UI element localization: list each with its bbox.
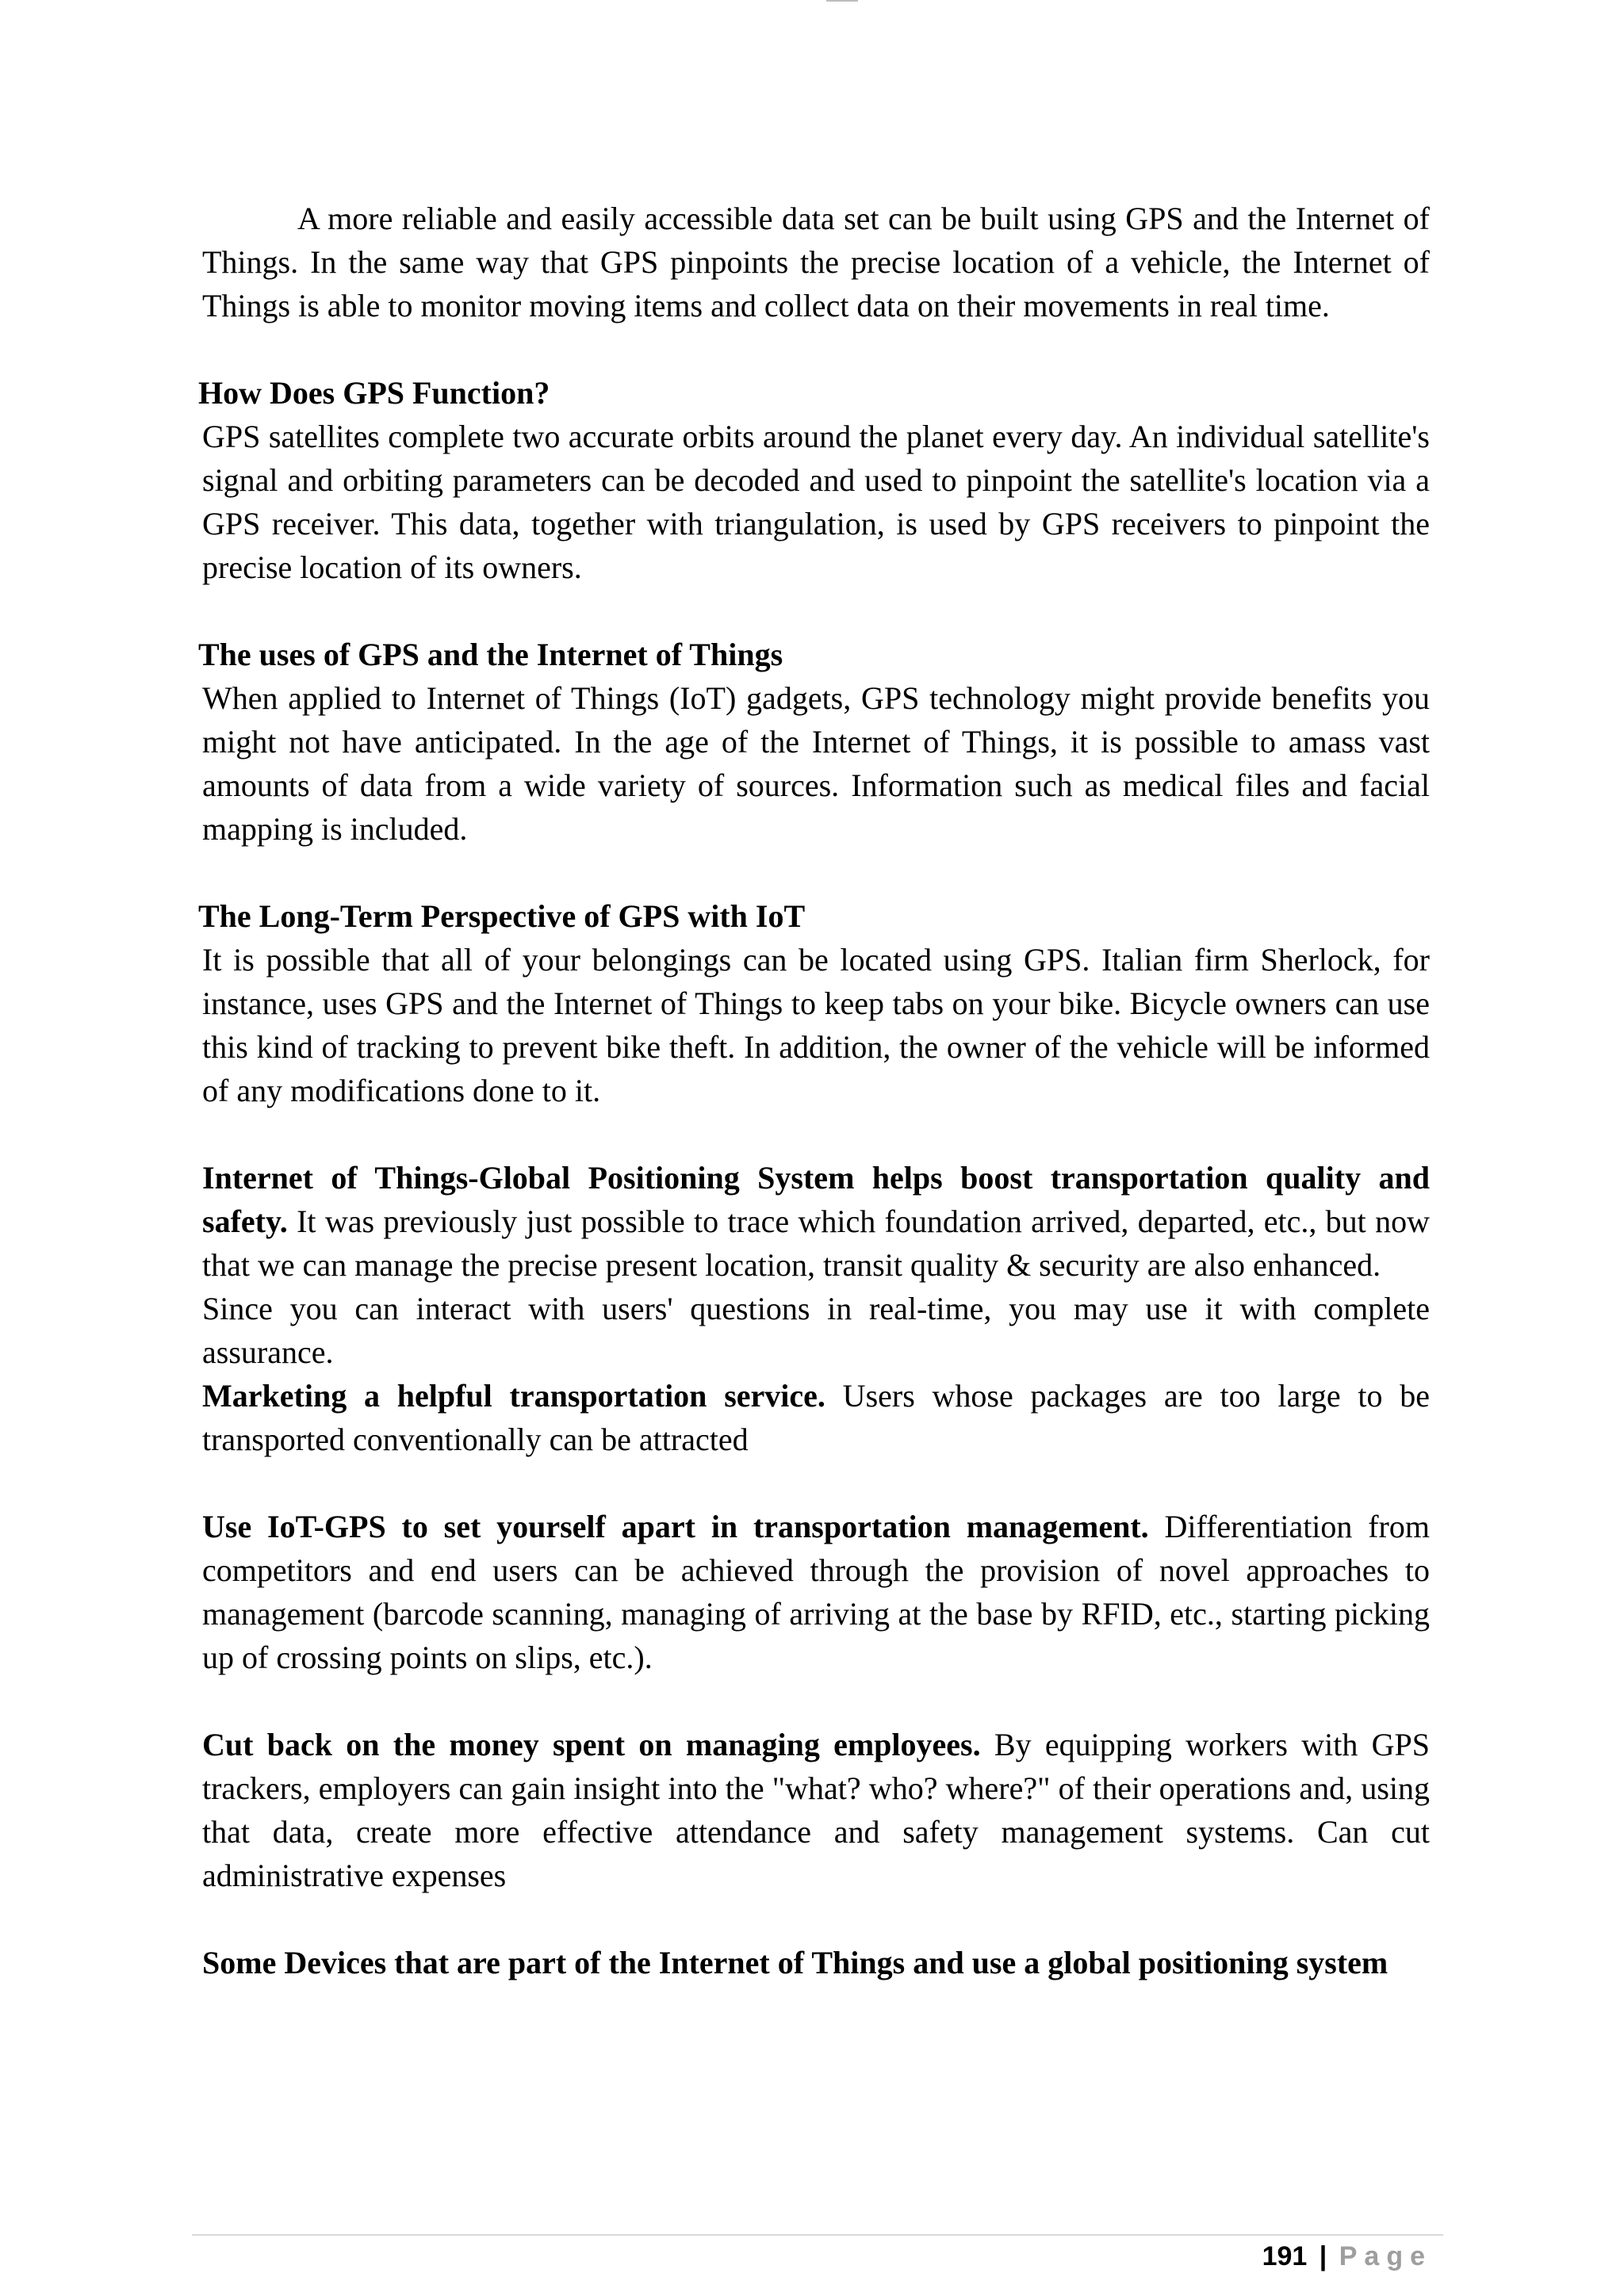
page-body <box>198 197 1431 1984</box>
employees-paragraph <box>202 1723 1430 1897</box>
spacer <box>202 1112 1430 1156</box>
footer-separator: | <box>1319 2241 1327 2271</box>
page-number: 191 <box>1262 2241 1308 2271</box>
marketing-paragraph <box>202 1374 1430 1461</box>
transport-quality-paragraph <box>202 1156 1430 1287</box>
gps-iot-uses-paragraph: When applied to Internet of Things (IoT) gadgets, GPS technology might provide benefits you might not have anticipated. In the age of the Internet of Things, it is possible to amass vast amounts of data from a wide variety of sources. Information such as medical files and facial mapping is included. <box>202 680 1430 847</box>
transport-quality-body: It was previously just possible to trace which foundation arrived, departed, etc., but now that we can manage the precise present location, transit quality & security are also enhanced. <box>202 1203 1430 1283</box>
intro-paragraph: A more reliable and easily accessible data set can be built using GPS and the Internet of Things. In the same way that GPS pinpoints the precise location of a vehicle, the Internet of Things is able to monitor moving items and collect data on their movements in real time. <box>202 201 1430 323</box>
top-edge-mark <box>826 0 858 2</box>
page-footer <box>1262 2237 1432 2275</box>
gps-function-paragraph: GPS satellites complete two accurate orbits around the planet every day. An individual satellite's signal and orbiting parameters can be decoded and used to pinpoint the satellite's location via a GPS receiver. This data, together with triangulation, is used by GPS receivers to pinpoint the precise location of its owners. <box>202 419 1430 585</box>
differentiate-paragraph <box>202 1505 1430 1679</box>
differentiate-lead: Use IoT-GPS to set yourself apart in transportation management. <box>202 1509 1149 1544</box>
heading-gps-function: How Does GPS Function? <box>198 375 550 411</box>
spacer <box>202 1461 1430 1505</box>
devices-heading: Some Devices that are part of the Internet of Things and use a global positioning system <box>202 1945 1388 1980</box>
footer-divider <box>192 2234 1443 2236</box>
employees-lead: Cut back on the money spent on managing employees. <box>202 1727 981 1762</box>
spacer <box>202 327 1430 371</box>
page-label: Page <box>1339 2241 1432 2271</box>
spacer <box>202 1679 1430 1723</box>
differentiate-body: Differentiation from competitors and end users can be achieved through the provision of novel approaches to management (barcode scanning, managing of arriving at the base by RFID, etc., starting picking up of crossing points on slips, etc.). <box>202 1509 1430 1675</box>
heading-gps-iot-uses: The uses of GPS and the Internet of Things <box>198 637 783 672</box>
realtime-paragraph: Since you can interact with users' questions in real-time, you may use it with complete assurance. <box>202 1291 1430 1370</box>
marketing-lead: Marketing a helpful transportation service. <box>202 1378 825 1414</box>
employees-body: By equipping workers with GPS trackers, employers can gain insight into the "what? who? where?" of their operations and, using that data, create more effective attendance and safety management systems. Can cut administrative expenses <box>202 1727 1431 1893</box>
spacer <box>202 589 1430 633</box>
long-term-paragraph: It is possible that all of your belongings can be located using GPS. Italian firm Sherlock, for instance, uses GPS and the Internet of Things to keep tabs on your bike. Bicycle owners can use this kind of tracking to prevent bike theft. In addition, the owner of the vehicle will be informed of any modifications done to it. <box>202 942 1430 1108</box>
marketing-body: Users whose packages are too large to be transported conventionally can be attracted <box>202 1378 1430 1457</box>
spacer <box>202 851 1430 894</box>
heading-long-term-perspective: The Long-Term Perspective of GPS with IoT <box>198 898 806 934</box>
transport-quality-lead: Internet of Things-Global Positioning System helps boost transportation quality and safety. <box>202 1160 1430 1239</box>
spacer <box>202 1897 1430 1941</box>
